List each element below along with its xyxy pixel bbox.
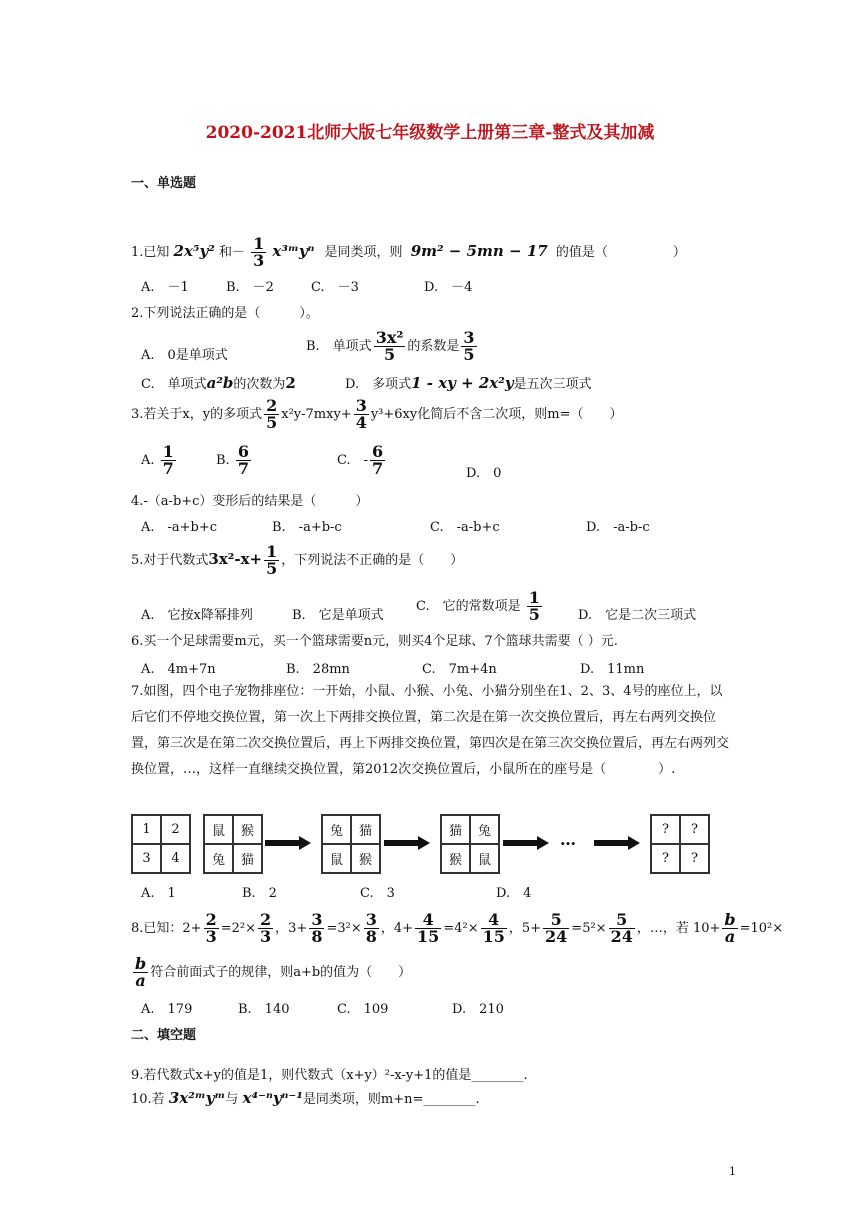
- q5-option-c: C. 它的常数项是 $\frac{1}{5}$: [416, 588, 540, 624]
- question-1: [131, 236, 686, 269]
- q6-option-d: D. 11mn: [580, 662, 645, 677]
- page-title: 2020-2021北师大版七年级数学上册第三章-整式及其加减: [205, 123, 655, 143]
- q5-option-d: D. 它是二次三项式: [578, 608, 697, 623]
- seat-grid-5: ? ? ? ?: [650, 814, 710, 874]
- q1-option-d: D. －4: [424, 280, 473, 295]
- question-4: 4.-（a-b+c）变形后的结果是（ ）: [131, 494, 369, 509]
- q1-suffix: 的值是（ ）: [555, 245, 686, 260]
- q5-option-a: A. 它按x降幂排列: [141, 608, 253, 623]
- q1-and: 和－: [218, 245, 245, 260]
- section-heading-fill-blank: 二、填空题: [131, 1028, 197, 1043]
- q2-option-c: C. 单项式a²b的次数为2: [141, 374, 296, 392]
- arrow-right-icon: [594, 836, 640, 850]
- question-10: 10.若 3x²ᵐyᵐ与 x⁴⁻ⁿyⁿ⁻¹是同类项，则m+n=________.: [131, 1089, 480, 1107]
- q1-option-a: A. －1: [141, 280, 189, 295]
- question-3: 3.若关于x，y的多项式 $\frac{2}{5}$ x²y-7mxy+ $\frac{3}{4}$ y³+6xy化简后不含二次项，则m=（ ）: [131, 396, 623, 432]
- page-number: 1: [729, 1165, 736, 1178]
- q8-option-b: B. 140: [238, 1002, 290, 1017]
- question-6: 6.买一个足球需要m元，买一个篮球需要n元，则买4个足球、7个篮球共需要（ ）元.: [131, 634, 618, 649]
- q5-option-b: B. 它是单项式: [292, 608, 384, 623]
- q3-option-c: C. - $\frac{6}{7}$: [337, 442, 384, 478]
- q8-option-a: A. 179: [141, 1002, 193, 1017]
- q6-option-a: A. 4m+7n: [141, 662, 216, 677]
- q4-option-b: B. -a+b-c: [272, 520, 342, 535]
- ellipsis: …: [560, 830, 576, 849]
- q7-option-a: A. 1: [141, 886, 176, 901]
- q7-option-b: B. 2: [242, 886, 277, 901]
- question-8-line-2: $\frac{b}{a}$ 符合前面式子的规律，则a+b的值为（ ）: [135, 954, 412, 990]
- q1-expr1: 2x⁵y²: [173, 242, 215, 260]
- seat-grid-3: 兔 猫 鼠 猴: [321, 814, 381, 874]
- question-2: 2.下列说法正确的是（ ）。: [131, 306, 319, 321]
- q1-mid: 是同类项，则: [324, 245, 403, 260]
- arrow-right-icon: [503, 836, 549, 850]
- seat-grid-1: 1 2 3 4: [131, 814, 191, 874]
- q2-option-d: D. 多项式1 - xy + 2x²y是五次三项式: [345, 374, 592, 392]
- q1-option-c: C. －3: [311, 280, 359, 295]
- q7-option-c: C. 3: [360, 886, 395, 901]
- q1-prefix: 1.已知: [131, 245, 170, 260]
- q6-option-c: C. 7m+4n: [422, 662, 497, 677]
- q1-expr2: x³ᵐyⁿ: [272, 242, 315, 260]
- q4-option-d: D. -a-b-c: [586, 520, 650, 535]
- arrow-right-icon: [265, 836, 311, 850]
- arrow-right-icon: [384, 836, 430, 850]
- question-9: 9.若代数式x+y的值是1，则代数式（x+y）²-x-y+1的值是________.: [131, 1068, 528, 1083]
- seat-grid-4: 猫 兔 猴 鼠: [440, 814, 500, 874]
- seat-grid-2: 鼠 猴 兔 猫: [203, 814, 263, 874]
- q1-fraction: $\frac{1}{3}$: [253, 234, 265, 270]
- q3-option-d: D. 0: [466, 466, 502, 481]
- q4-option-c: C. -a-b+c: [430, 520, 500, 535]
- question-5: 5.对于代数式3x²-x+ $\frac{1}{5}$ ，下列说法不正确的是（ ）: [131, 542, 464, 578]
- q7-option-d: D. 4: [496, 886, 532, 901]
- q4-option-a: A. -a+b+c: [141, 520, 218, 535]
- question-8: 8.已知：2+ $\frac{2}{3}$ =2²× $\frac{2}{3}$ ，3+ $\frac{3}{8}$ =3²× $\frac{3}{8}$ ，4+ $\frac{4}{15}$ =4²× $\frac{4}{15}$ ，5+ $\frac{5}{24}$ =5²× $\frac{5}{24}$ ，…，若 10+ $\frac{b}{a}$ =10²×: [131, 910, 784, 946]
- q1-option-b: B. －2: [226, 280, 274, 295]
- section-heading-single-choice: 一、单选题: [131, 176, 197, 191]
- question-7: 7.如图，四个电子宠物排座位：一开始，小鼠、小猴、小兔、小猫分别坐在1、2、3、4号的座位上，以后它们不停地交换位置，第一次上下两排交换位置，第二次是在第一次交换位置后，再左右两列交换位置，第三次是在第二次交换位置后，再上下两排交换位置，第四次是在第三次交换位置后，再左右两列交换位置，…，这样一直继续交换位置，第2012次交换位置后，小鼠所在的座号是（ ）.: [131, 684, 730, 777]
- q8-option-d: D. 210: [452, 1002, 504, 1017]
- q1-expr3: 9m² − 5mn − 17: [410, 242, 548, 260]
- q8-option-c: C. 109: [337, 1002, 389, 1017]
- q2-option-a: A. 0是单项式: [141, 348, 228, 363]
- q3-option-b: B. $\frac{6}{7}$: [216, 442, 249, 478]
- q3-option-a: A. $\frac{1}{7}$: [141, 442, 174, 478]
- q6-option-b: B. 28mn: [286, 662, 350, 677]
- q2-option-b: B. 单项式 $\frac{\text{3x²}}{5}$ 的系数是 $\frac{3}{5}$: [306, 328, 475, 364]
